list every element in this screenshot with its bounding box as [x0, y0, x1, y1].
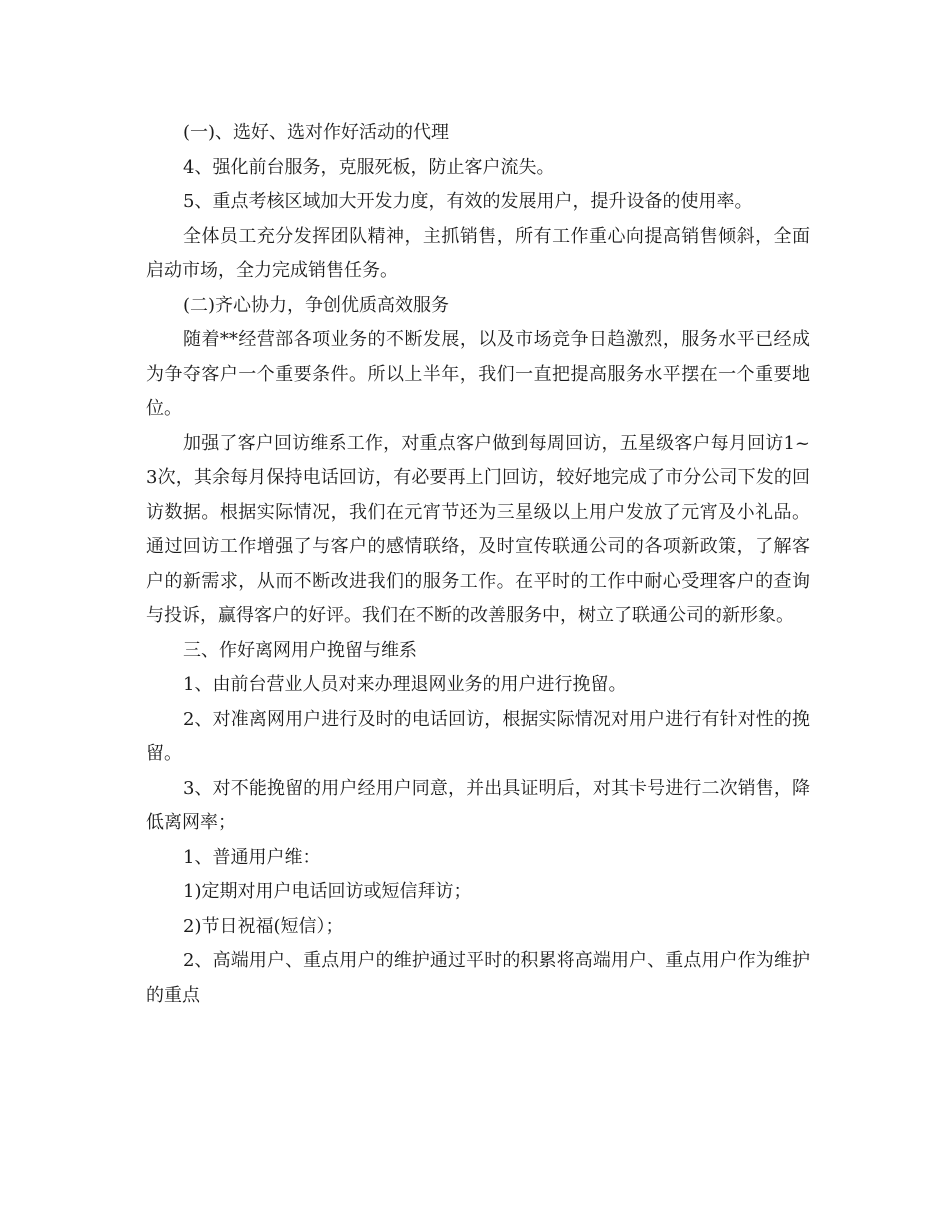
document-body	[146, 116, 810, 1013]
section-heading-2: (二)齐心协力，争创优质高效服务	[183, 294, 450, 316]
paragraph-service: 随着**经营部各项业务的不断发展，以及市场竞争日趋激烈，服务水平已经成为争夺客户一个重要条件。所以上半年，我们一直把提高服务水平摆在一个重要地位。	[146, 329, 810, 419]
list-item-retain-3: 3、对不能挽留的用户经用户同意，并出具证明后，对其卡号进行二次销售，降低离网率；	[146, 777, 810, 833]
list-item-normal-users: 1、普通用户维：	[183, 846, 321, 868]
paragraph-visits: 加强了客户回访维系工作，对重点客户做到每周回访，五星级客户每月回访1~3次，其余每月保持电话回访，有必要再上门回访，较好地完成了市分公司下发的回访数据。根据实际情况，我们在元宵节还为三星级以上用户发放了元宵及小礼品。通过回访工作增强了与客户的感情联络，及时宣传联通公司的各项新政策，了解客户的新需求，从而不断改进我们的服务工作。在平时的工作中耐心受理客户的查询与投诉，赢得客户的好评。我们在不断的改善服务中，树立了联通公司的新形象。	[146, 432, 810, 626]
paragraph-staff: 全体员工充分发挥团队精神，主抓销售，所有工作重心向提高销售倾斜，全面启动市场，全力完成销售任务。	[146, 225, 810, 281]
list-item-4: 4、强化前台服务，克服死板，防止客户流失。	[183, 156, 555, 178]
sub-item-2: 2)节日祝福(短信）；	[183, 915, 344, 937]
list-item-5: 5、重点考核区域加大开发力度，有效的发展用户，提升设备的使用率。	[183, 191, 753, 212]
list-item-vip-users: 2、高端用户、重点用户的维护通过平时的积累将高端用户、重点用户作为维护的重点	[146, 950, 810, 1006]
sub-item-1: 1)定期对用户电话回访或短信拜访；	[183, 881, 472, 902]
list-item-retain-1: 1、由前台营业人员对来办理退网业务的用户进行挽留。	[183, 674, 627, 695]
section-heading-1: (一)、选好、选对作好活动的代理	[183, 122, 450, 143]
list-item-retain-2: 2、对准离网用户进行及时的电话回访，根据实际情况对用户进行有针对性的挽留。	[146, 708, 810, 764]
section-heading-3: 三、作好离网用户挽留与维系	[183, 639, 417, 661]
